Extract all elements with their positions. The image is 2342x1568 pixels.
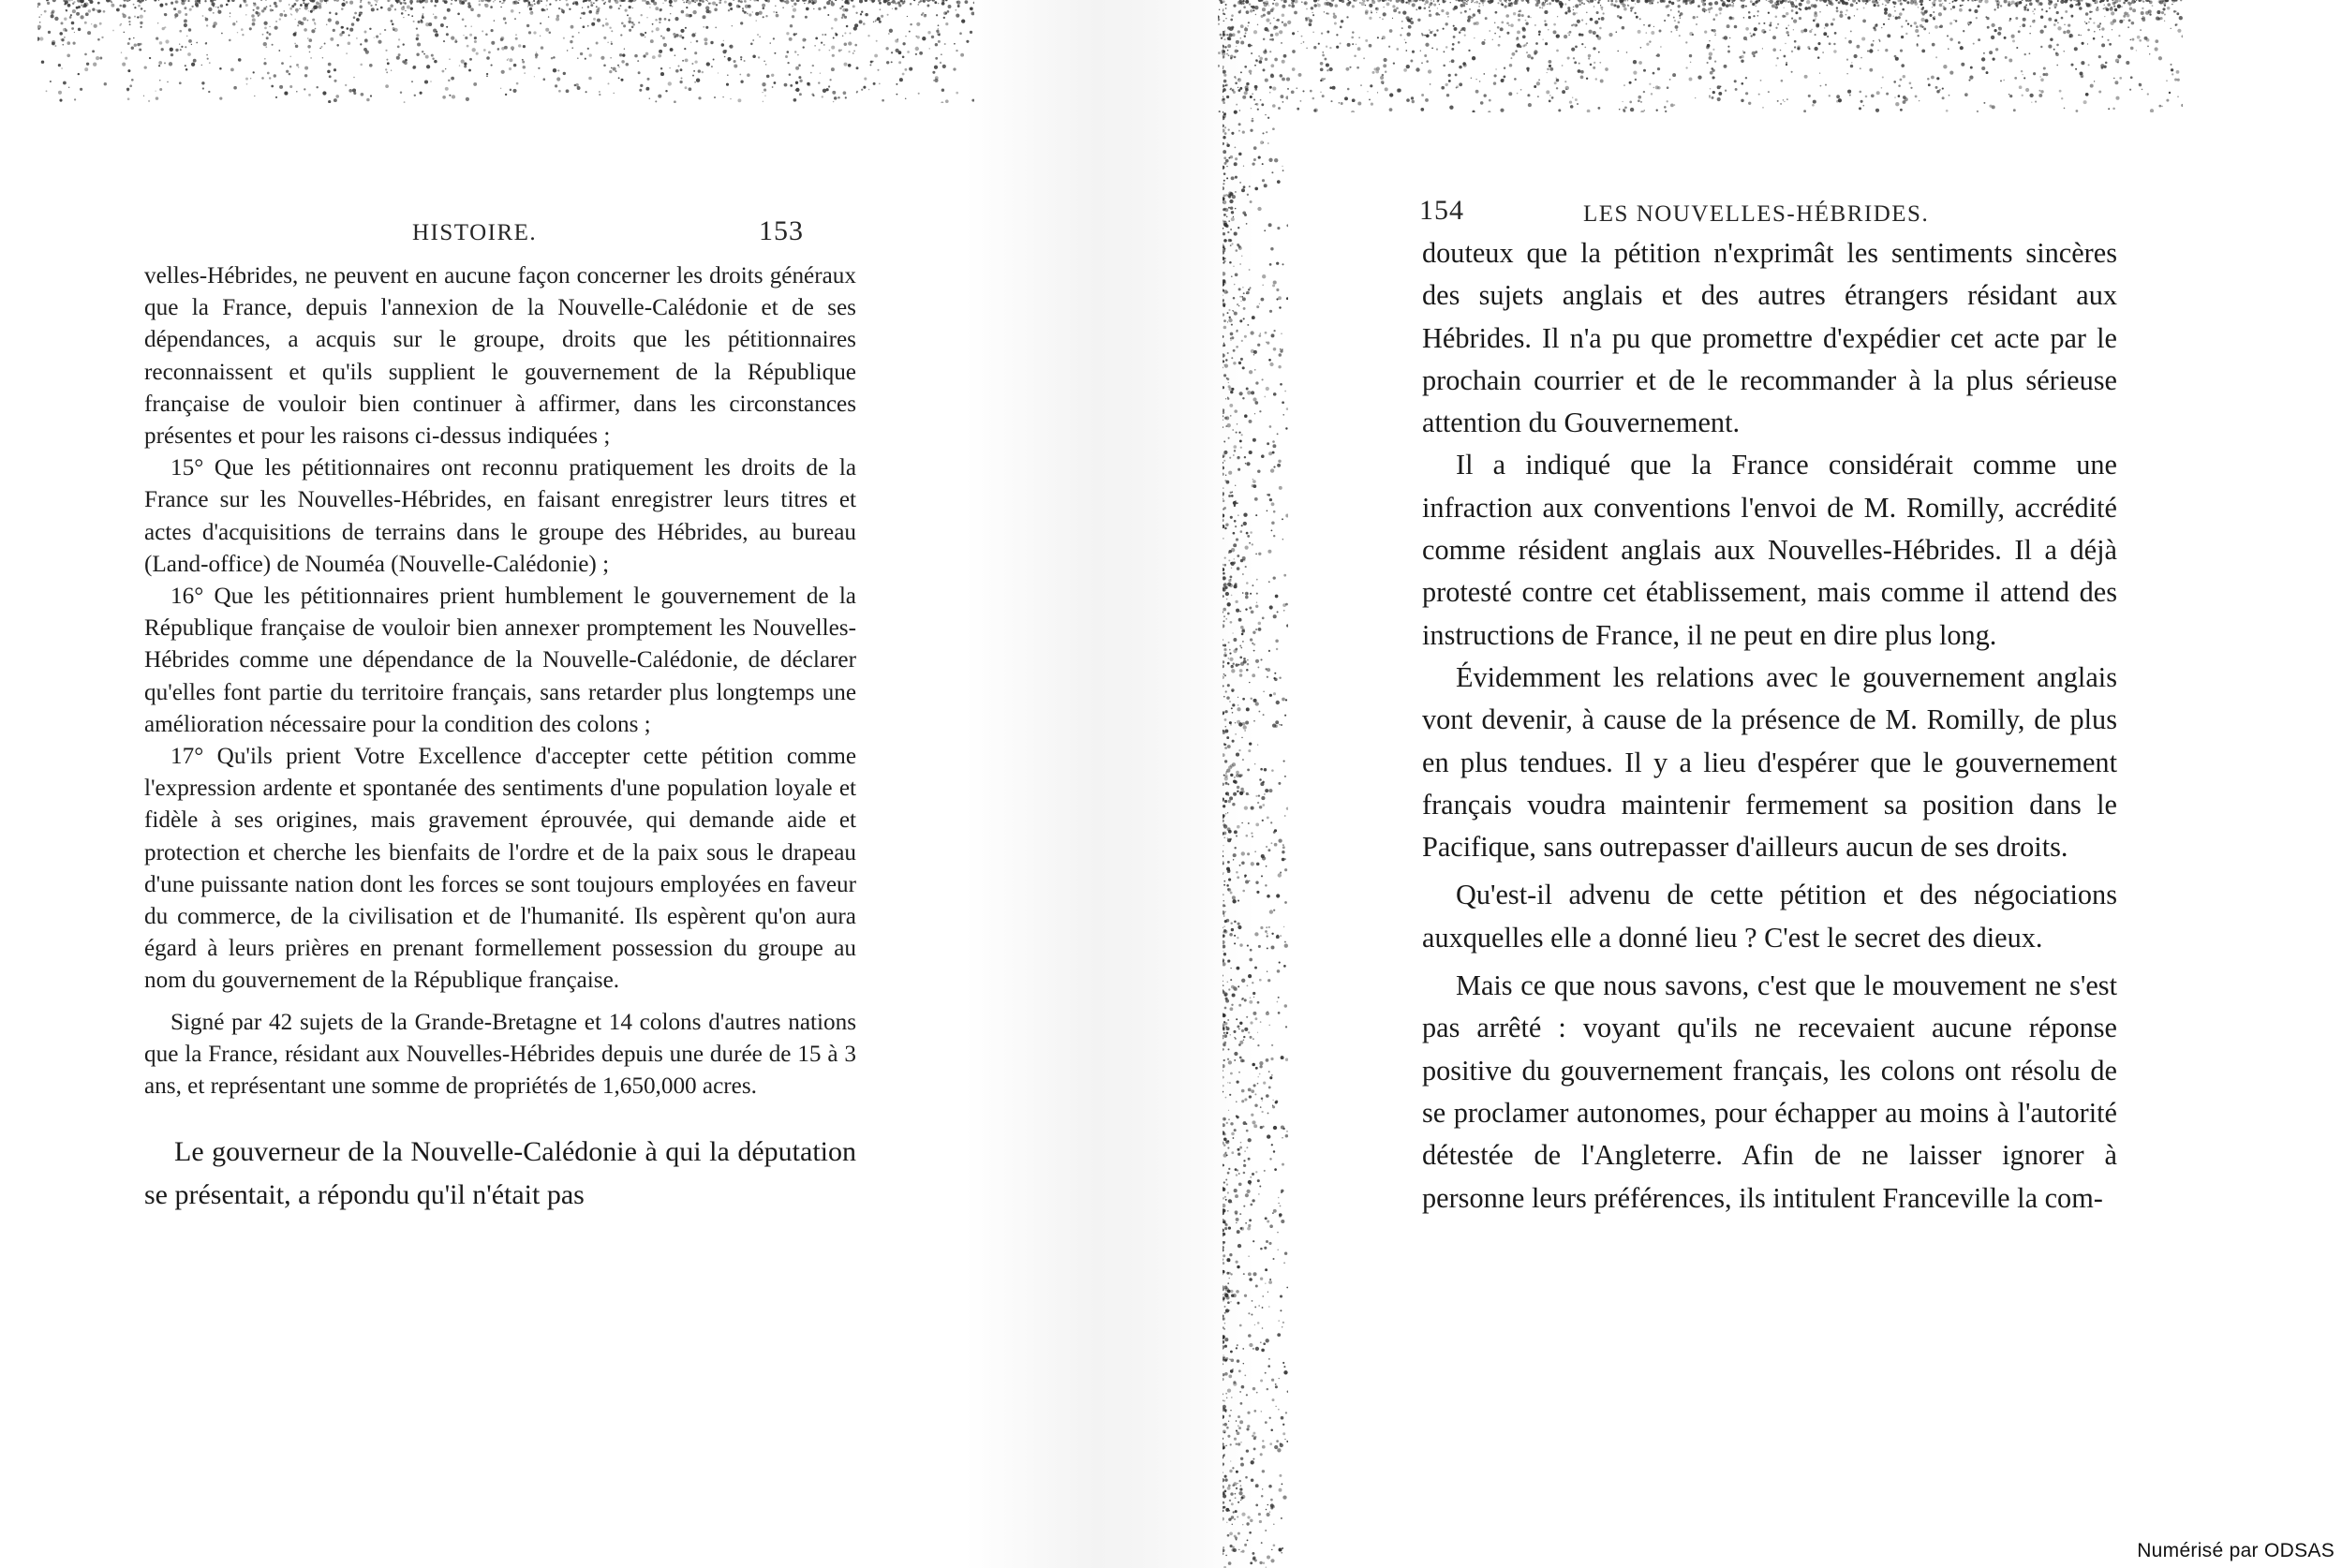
paragraph: 15° Que les pétitionnaires ont reconnu pratiquement les droits de la France sur les Nouvelles-Hébrides, en faisant enregistrer leurs titres et actes d'acquisitions de terrains dans le groupe des Hébrides, au bureau (Land-office) de Nouméa (Nouvelle-Calédonie) ; [144,455,856,577]
paragraph: Évidemment les relations avec le gouvernement anglais vont devenir, à cause de la présence de M. Romilly, de plus en plus tendues. Il y a lieu d'espérer que le gouvernement français voudra maintenir fermement sa position dans le Pacifique, sans outrepasser d'ailleurs aucun de ses droits. [1422,660,2117,864]
paragraph: 17° Qu'ils prient Votre Excellence d'accepter cette pétition comme l'expression ardente et spontanée des sentiments d'une population loyale et fidèle à ses origines, mais gravement éprouvée, qui demande aide et protection et cherche les bienfaits de l'ordre et de la paix sous le drapeau d'une puissante nation dont les forces se sont toujours employées en faveur du commerce, de la civilisation et de l'humanité. Ils espèrent qu'on aura égard à leurs prières en prenant formellement possession du groupe au nom du gouvernement de la République française. [144,744,856,994]
right-page [1246,19,2197,1555]
right-body-text [1422,232,2117,1220]
digitization-watermark: Numérisé par ODSAS [2137,1540,2335,1561]
paragraph: Le gouverneur de la Nouvelle-Calédonie à qui la députation se présentait, a répondu qu'il n'était pas [144,1136,856,1211]
right-running-head: LES NOUVELLES-HÉBRIDES. [1583,201,1930,227]
left-running-head: HISTOIRE. [412,220,538,245]
paragraph: 16° Que les pétitionnaires prient humblement le gouvernement de la République française de vouloir bien annexer promptement les Nouvelles-Hébrides comme une dépendance de la Nouvelle-Calédonie, de déclarer qu'elles font partie du territoire français, sans retarder plus longtemps une amélioration nécessaire pour la condition des colons ; [144,584,856,737]
book-gutter [965,0,1255,1568]
left-body-text [144,260,856,1217]
paragraph: Qu'est-il advenu de cette pétition et des négociations auxquelles elle a donné lieu ? C'est le secret des dieux. [1422,879,2117,954]
paragraph: Mais ce que nous savons, c'est que le mouvement ne s'est pas arrêté : voyant qu'ils ne recevaient aucune réponse positive du gouvernement français, les colons ont résolu de se proclamer autonomes, pour échapper au moins à l'autorité détestée de l'Angleterre. Afin de ne laisser ignorer à personne leurs préférences, ils intitulent Franceville la com- [1422,969,2117,1214]
paragraph: douteux que la pétition n'exprimât les sentiments sincères des sujets anglais et des autres étrangers résidant aux Hébrides. Il n'a pu que promettre d'expédier cet acte par le prochain courrier et de le recommander à la plus sérieuse attention du Gouvernement. [1422,237,2117,439]
left-page-number: 153 [759,215,804,246]
paragraph: velles-Hébrides, ne peuvent en aucune façon concerner les droits généraux que la France, depuis l'annexion de la Nouvelle-Calédonie et de ses dépendances, a acquis sur le groupe, droits que les pétitionnaires reconnaissent et qu'ils supplient le gouvernement de la République française de vouloir bien continuer à affirmer, dans les circonstances présentes et pour les raisons ci-dessus indiquées ; [144,263,856,450]
left-page [47,37,974,1568]
right-page-number: 154 [1419,195,1464,226]
paragraph: Signé par 42 sujets de la Grande-Bretagne et 14 colons d'autres nations que la France, résidant aux Nouvelles-Hébrides depuis une durée de 15 à 3 ans, et représentant une somme de propriétés de 1,650,000 acres. [144,1009,856,1100]
paragraph: Il a indiqué que la France considérait comme une infraction aux conventions l'envoi de M. Romilly, accrédité comme résident anglais aux Nouvelles-Hébrides. Il a déjà protesté contre cet établissement, mais comme il attend des instructions de France, il ne peut en dire plus long. [1422,449,2117,651]
